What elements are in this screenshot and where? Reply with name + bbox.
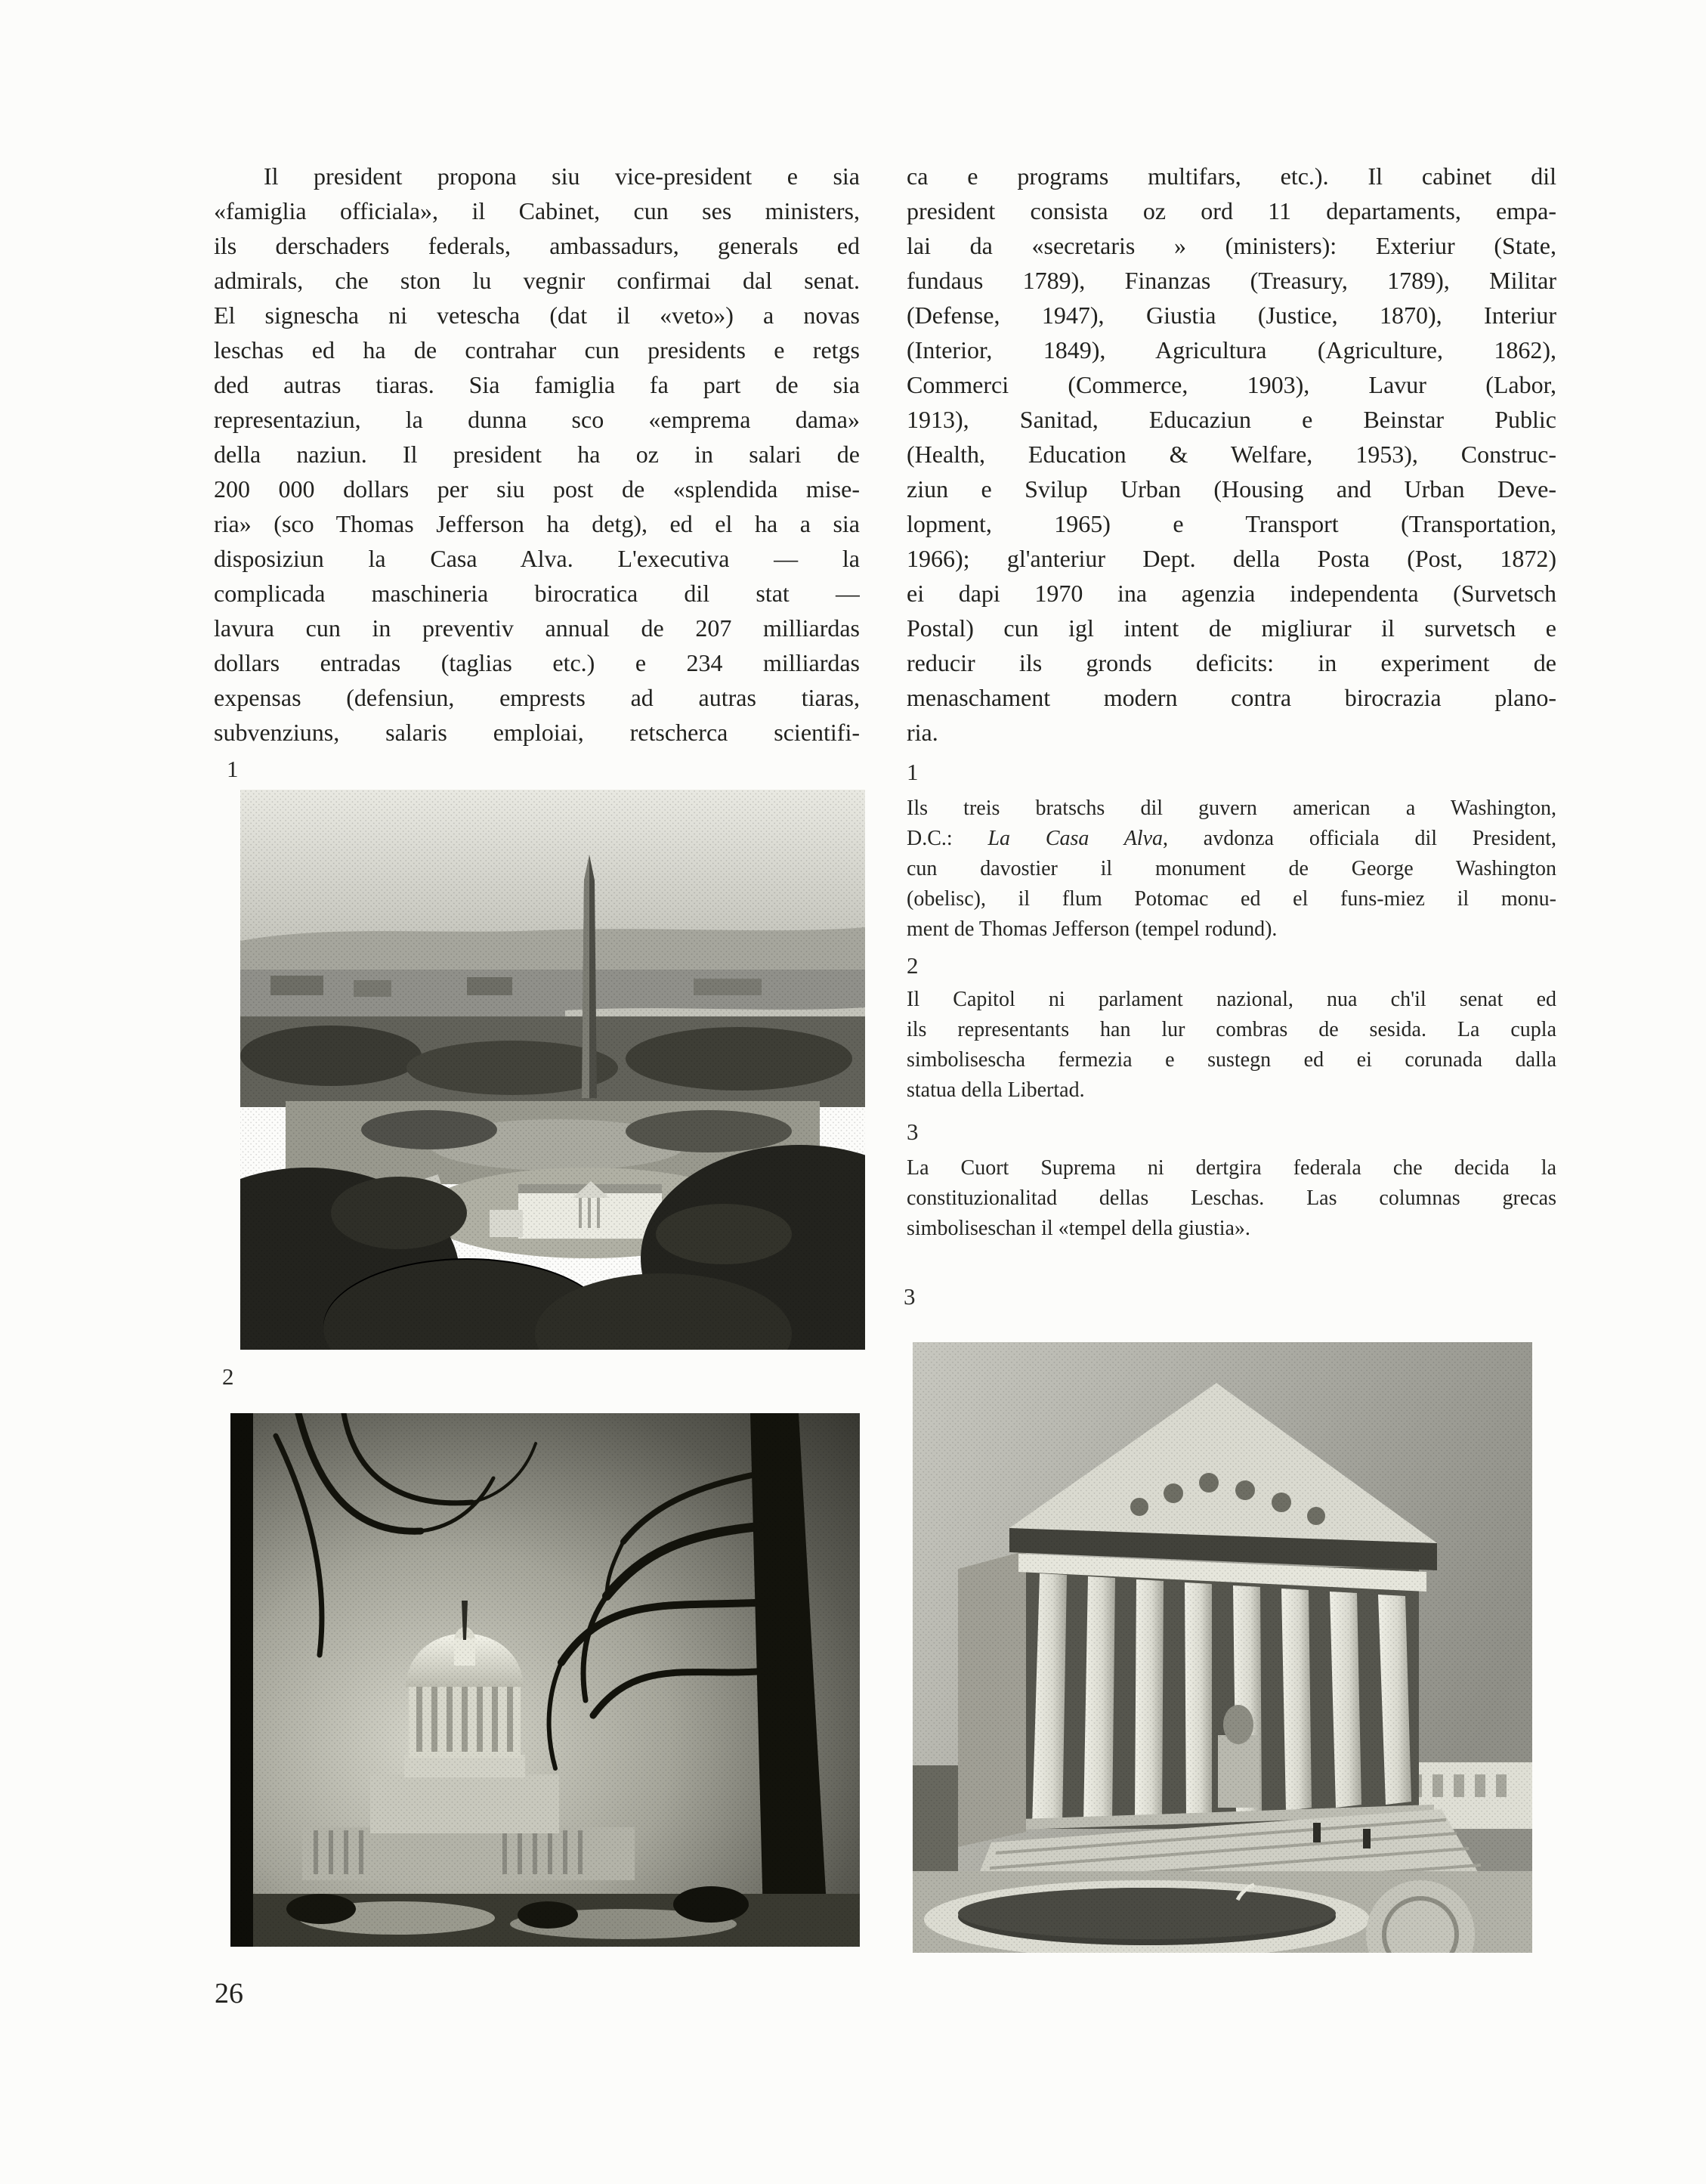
text-line: ei dapi 1970 ina agenzia independenta (Survetsch (907, 580, 1556, 607)
text-line: lavura cun in preventiv annual de 207 milliardas (214, 614, 860, 642)
text-line: fundaus 1789), Finanzas (Treasury, 1789), Militar (907, 267, 1556, 294)
text-line: ria» (sco Thomas Jefferson ha detg), ed el ha a sia (214, 510, 860, 537)
text-line: expensas (defensiun, emprests ad autras tiaras, (214, 684, 860, 711)
text-line: simbolisescha fermezia e sustegn ed ei corunada dalla (907, 1048, 1556, 1072)
text-line: 1913), Sanitad, Educaziun e Beinstar Public (907, 406, 1556, 433)
text-line: reducir ils gronds deficits: in experiment de (907, 649, 1556, 676)
text-line: ziun e Svilup Urban (Housing and Urban Deve- (907, 475, 1556, 503)
text-line: «famiglia officiala», il Cabinet, cun ses ministers, (214, 197, 860, 224)
text-line: La Cuort Suprema ni dertgira federala che decida la (907, 1156, 1556, 1180)
figure-2-number: 2 (222, 1363, 234, 1390)
text-line: dollars entradas (taglias etc.) e 234 milliardas (214, 649, 860, 676)
text-line: president consista oz ord 11 departaments, empa- (907, 197, 1556, 224)
text-line: 200 000 dollars per siu post de «splendida mise- (214, 475, 860, 503)
text-line: lopment, 1965) e Transport (Transportation, (907, 510, 1556, 537)
text-line: lai da «secretaris » (ministers): Exteriur (State, (907, 232, 1556, 259)
text-line: ils derschaders federals, ambassadurs, generals ed (214, 232, 860, 259)
text-line: D.C.: La Casa Alva, avdonza officiala dil President, (907, 827, 1556, 850)
text-line: (Interior, 1849), Agricultura (Agriculture, 1862), (907, 336, 1556, 363)
caption-2-number: 2 (907, 952, 919, 979)
caption-3 (907, 1153, 1556, 1244)
body-column-left (214, 159, 860, 750)
text-line: subvenziuns, salaris emploiai, retscherca scientifi- (214, 719, 860, 746)
caption-1 (907, 793, 1556, 945)
text-line: ca e programs multifars, etc.). Il cabinet dil (907, 162, 1556, 190)
text-line: Il president propona siu vice-president e sia (264, 162, 860, 190)
text-line: Postal) cun igl intent de migliurar il survetsch e (907, 614, 1556, 642)
figure-1-number: 1 (227, 756, 239, 782)
text-line: complicada maschineria birocratica dil stat — (214, 580, 860, 607)
text-line: menaschament modern contra birocrazia plano- (907, 684, 1556, 711)
text-line: simboliseschan il «tempel della giustia». (907, 1217, 1250, 1240)
text-line: admirals, che ston lu vegnir confirmai dal senat. (214, 267, 860, 294)
text-line: (Health, Education & Welfare, 1953), Construc- (907, 441, 1556, 468)
page-number: 26 (215, 1978, 243, 2009)
text-line: El signescha ni vetescha (dat il «veto») a novas (214, 302, 860, 329)
photo-washington-mall-aerial (240, 790, 865, 1350)
caption-2 (907, 985, 1556, 1106)
caption-1-number: 1 (907, 759, 919, 785)
text-line: ils representants han lur combras de sesida. La cupla (907, 1018, 1556, 1041)
text-line: ment de Thomas Jefferson (tempel rodund). (907, 917, 1278, 941)
supreme-court-illustration (913, 1342, 1532, 1953)
text-line: (Defense, 1947), Giustia (Justice, 1870), Interiur (907, 302, 1556, 329)
text-line: leschas ed ha de contrahar cun presidents e retgs (214, 336, 860, 363)
text-line: Ils treis bratschs dil guvern american a Washington, (907, 797, 1556, 820)
capitol-night-illustration (230, 1413, 860, 1947)
text-line: della naziun. Il president ha oz in salari de (214, 441, 860, 468)
washington-aerial-illustration (240, 790, 865, 1350)
text-line: Il Capitol ni parlament nazional, nua ch'il senat ed (907, 988, 1556, 1011)
text-line: Commerci (Commerce, 1903), Lavur (Labor, (907, 371, 1556, 398)
photo-supreme-court (913, 1342, 1532, 1953)
text-line: disposiziun la Casa Alva. L'executiva — la (214, 545, 860, 572)
text-line: statua della Libertad. (907, 1078, 1085, 1102)
text-line: ded autras tiaras. Sia famiglia fa part de sia (214, 371, 860, 398)
figure-3-number: 3 (904, 1283, 916, 1310)
text-line: cun davostier il monument de George Washington (907, 857, 1556, 880)
body-column-right (907, 159, 1556, 750)
text-line: representaziun, la dunna sco «emprema dama» (214, 406, 860, 433)
photo-capitol-dome-night (230, 1413, 860, 1947)
caption-3-number: 3 (907, 1118, 919, 1145)
text-line: 1966); gl'anteriur Dept. della Posta (Post, 1872) (907, 545, 1556, 572)
text-line: ria. (907, 719, 938, 746)
text-line: (obelisc), il flum Potomac ed el funs-miez il monu- (907, 887, 1556, 911)
text-line: constituzionalitad dellas Leschas. Las columnas grecas (907, 1186, 1556, 1210)
